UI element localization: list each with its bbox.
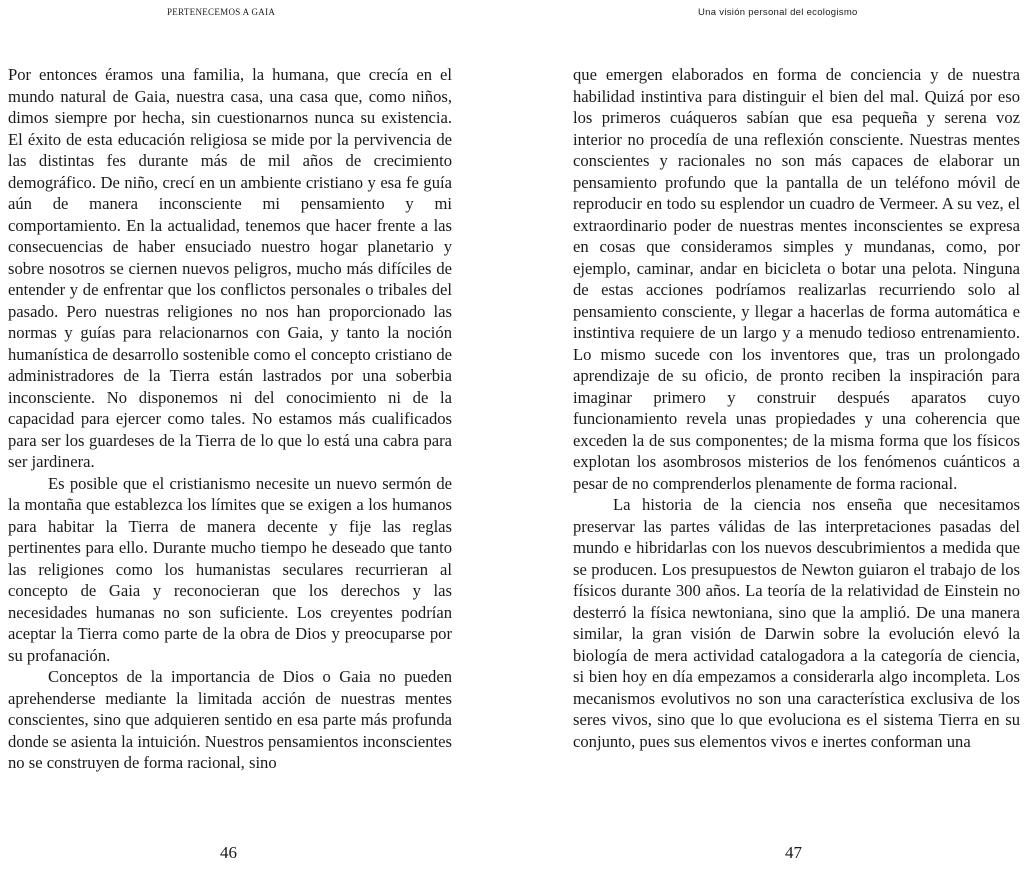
paragraph: Es posible que el cristianismo necesite un nuevo sermón de la montaña que establezca los límites que se exigen a los humanos para habitar la Tierra de manera decente y fije las reglas pertinentes para ello. Durante mucho tiempo he deseado que tanto las religiones como los humanistas seculares recurrieran al concepto de Gaia y reconocieran que los derechos y las necesidades humanas no son suficiente. Los creyentes podrían aceptar la Tierra como parte de la obra de Dios y preocuparse por su profanación. <box>8 473 452 665</box>
body-text <box>8 64 452 774</box>
running-head: Una visión personal del ecologismo <box>698 7 858 18</box>
right-page <box>512 0 1024 870</box>
paragraph: que emergen elaborados en forma de conciencia y de nuestra habilidad instintiva para distinguir el bien del mal. Quizá por eso los primeros cuáqueros sabían que esa pequeña y serena voz interior no procedía de una reflexión consciente. Nuestras mentes conscientes y racionales no son más capaces de elaborar un pensamiento profundo que la pantalla de un teléfono móvil de reproducir en todo su esplendor un cuadro de Vermeer. A su vez, el extraordinario poder de nuestras mentes inconscientes se expresa en cosas que consideramos simples y mundanas, como, por ejemplo, caminar, andar en bicicleta o botar una pelota. Ninguna de estas acciones podríamos realizarlas recurriendo solo al pensamiento consciente, y llegar a hacerlas de forma automática e instintiva requiere de un largo y a menudo tedioso entrenamiento. Lo mismo sucede con los inventores que, tras un prolongado aprendizaje de su oficio, de pronto reciben la inspiración para imaginar primero y construir después aparatos cuyo funcionamiento revela unas propiedades y una coherencia que exceden la de sus componentes; de la misma forma que los físicos explotan los asombrosos misterios de los fenómenos cuánticos a pesar de no comprenderlos plenamente de forma racional. <box>573 65 1020 493</box>
paragraph: Conceptos de la importancia de Dios o Gaia no pueden aprehenderse mediante la limitada acción de nuestras mentes conscientes, sino que adquieren sentido en esa parte más profunda donde se asienta la intuición. Nuestros pensamientos inconscientes no se construyen de forma racional, sino <box>8 667 452 772</box>
running-head: PERTENECEMOS A GAIA <box>167 7 276 17</box>
page-number: 47 <box>785 843 802 862</box>
paragraph: La historia de la ciencia nos enseña que necesitamos preservar las partes válidas de las interpretaciones pasadas del mundo e hibridarlas con los nuevos descubrimientos a medida que se producen. Los presupuestos de Newton guiaron el trabajo de los físicos durante 300 años. La teoría de la relatividad de Einstein no desterró la física newtoniana, sino que la amplió. De una manera similar, la gran visión de Darwin sobre la evolución elevó la biología de mera actividad catalogadora a la categoría de ciencia, si bien hoy en día empezamos a considerarla algo incompleta. Los mecanismos evolutivos no son una característica exclusiva de los seres vivos, sino que lo que evoluciona es el sistema Tierra en su conjunto, pues sus elementos vivos e inertes conforman una <box>573 495 1020 751</box>
page-number: 46 <box>220 843 237 862</box>
body-text <box>573 64 1020 752</box>
paragraph: Por entonces éramos una familia, la humana, que crecía en el mundo natural de Gaia, nuestra casa, una casa que, como niños, dimos siempre por hecha, sin cuestionarnos nunca su existencia. El éxito de esta educación religiosa se mide por la pervivencia de las distintas fes durante más de mil años de crecimiento demográfico. De niño, crecí en un ambiente cristiano y esa fe guía aún de manera inconsciente mi pensamiento y mi comportamiento. En la actualidad, tenemos que hacer frente a las consecuencias de haber ensuciado nuestro hogar planetario y sobre nosotros se ciernen nuevos peligros, mucho más difíciles de entender y de enfrentar que los conflictos personales o tribales del pasado. Pero nuestras religiones no nos han proporcionado las normas y guías para relacionarnos con Gaia, y tanto la noción humanística de desarrollo sostenible como el concepto cristiano de administradores de la Tierra están lastrados por una soberbia inconsciente. No disponemos ni del conocimiento ni de la capacidad para ejercer como tales. No estamos más cualificados para ser los guardeses de la Tierra de lo que lo está una cabra para ser jardinera. <box>8 65 452 471</box>
